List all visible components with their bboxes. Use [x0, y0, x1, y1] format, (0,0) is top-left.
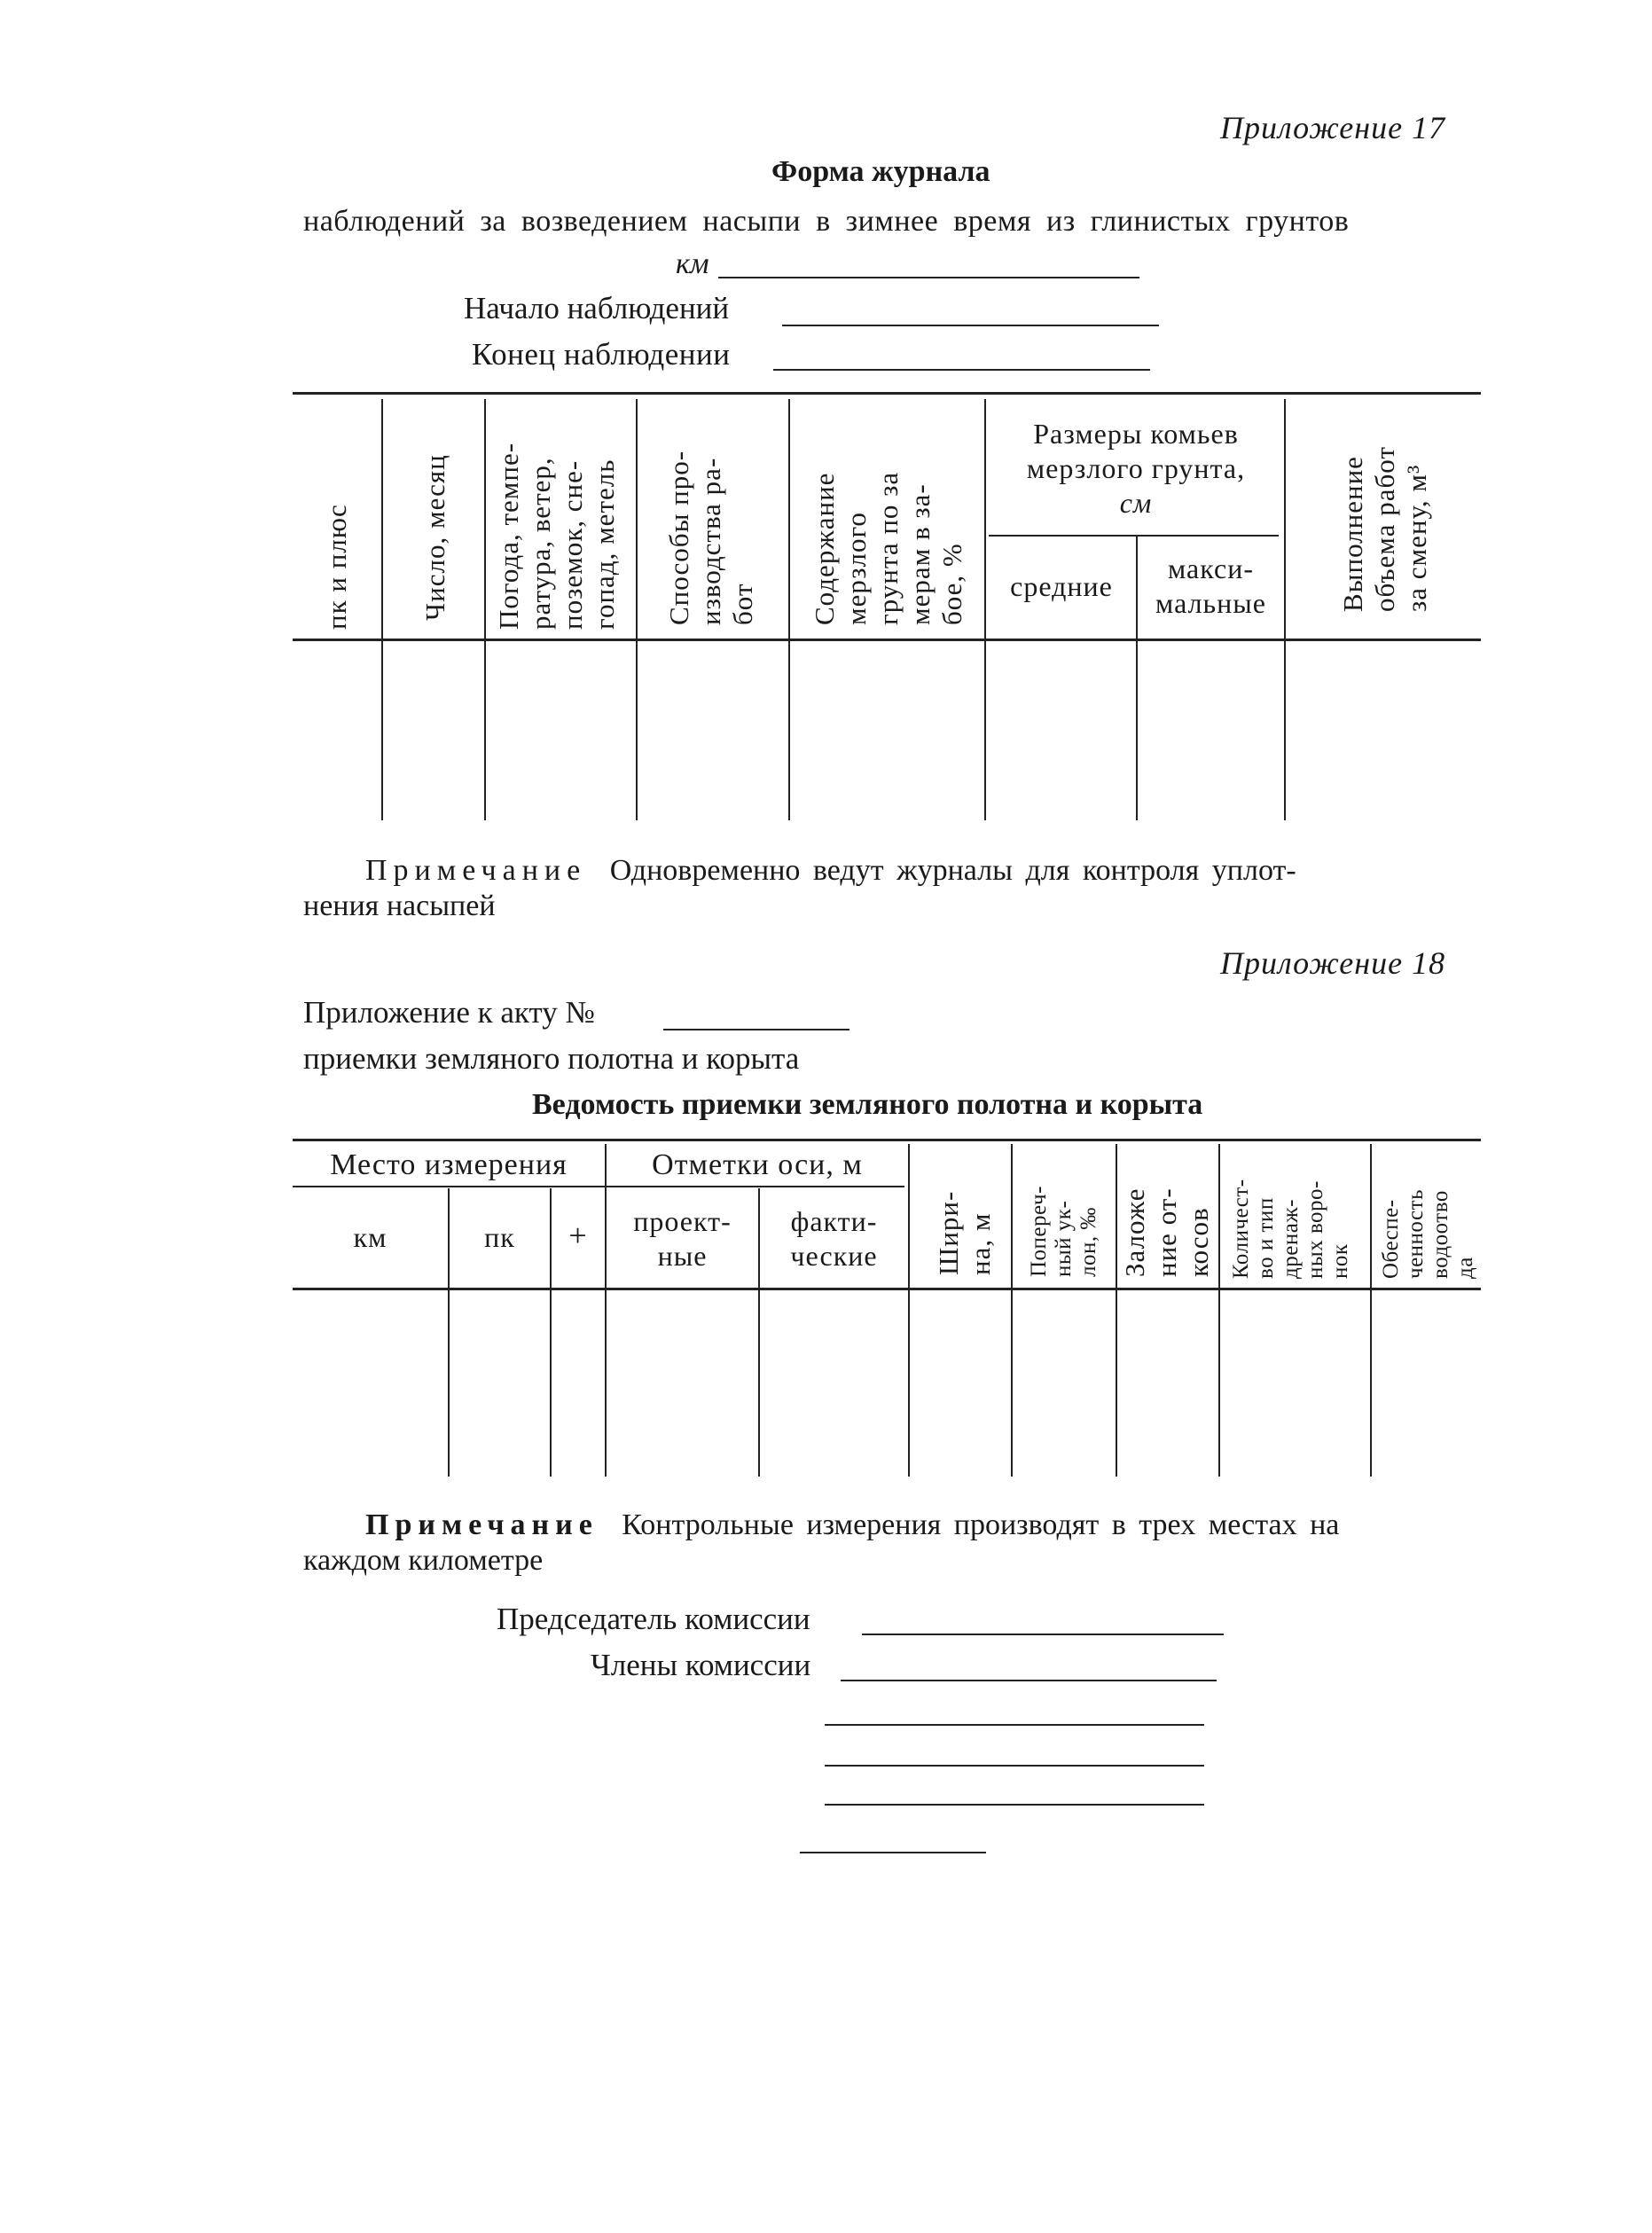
end-field-line	[773, 369, 1150, 371]
appendix17-label: Приложение 17	[1220, 110, 1446, 145]
header-line: бот	[727, 583, 758, 625]
table-group-rule	[293, 1186, 904, 1187]
col-date-header: Число, месяц	[419, 454, 450, 621]
header-line: мальные	[1155, 587, 1266, 619]
member-signature-line	[825, 1765, 1204, 1767]
header-line: водоотво	[1429, 1190, 1452, 1279]
table-divider	[484, 399, 486, 820]
header-line: мерзлого грунта,	[1026, 452, 1246, 484]
header-line: бое, %	[936, 543, 967, 625]
note17	[365, 853, 1296, 888]
header-line: Попереч-	[1027, 1186, 1051, 1277]
header-line: проект-	[633, 1205, 732, 1237]
header-line: поземок, сне-	[557, 459, 588, 630]
note18-continued: каждом километре	[303, 1544, 544, 1577]
table-subheader-rule	[989, 535, 1279, 537]
table-divider	[1370, 1144, 1372, 1477]
group-axis-marks-header: Отметки оси, м	[652, 1148, 863, 1181]
start-label: Начало наблюдений	[464, 291, 730, 325]
table-header-rule	[293, 1288, 1481, 1290]
col-km-header: км	[353, 1221, 388, 1253]
table-top-rule	[293, 392, 1481, 395]
km-field-line	[718, 277, 1139, 278]
header-line: ных воро-	[1304, 1180, 1327, 1279]
table-divider	[636, 399, 638, 820]
header-line: ные	[657, 1240, 708, 1272]
header-line: ратура, ветер,	[525, 457, 556, 630]
header-line: Количест-	[1229, 1179, 1253, 1279]
note-text: Контрольные измерения производят в трех местах на	[622, 1508, 1340, 1541]
header-line: во и тип	[1254, 1197, 1278, 1279]
header-line: за смену, м³	[1401, 464, 1432, 612]
header-line: нок	[1328, 1243, 1352, 1279]
header-line: грунта по за	[873, 471, 904, 625]
chairman-label: Председатель комиссии	[497, 1602, 810, 1636]
header-line: Размеры комьев	[1033, 418, 1239, 450]
header-line: на, м	[965, 1212, 996, 1275]
end-rule	[800, 1852, 986, 1853]
header-line: дренаж-	[1279, 1199, 1303, 1279]
header-line: см	[1119, 487, 1153, 519]
col-design-header	[607, 1204, 758, 1273]
form-subtitle: наблюдений за возведением насыпи в зимнее время из глинистых грунтов	[303, 205, 1350, 238]
col-pk-header: пк	[484, 1221, 515, 1253]
header-line: Заложе	[1119, 1187, 1150, 1277]
header-line: гопад, метель	[589, 458, 620, 630]
table-divider	[1284, 399, 1286, 820]
table-divider	[1218, 1144, 1220, 1477]
note-text: Одновременно ведут журналы для контроля уплот-	[609, 854, 1296, 887]
table-divider	[605, 1144, 607, 1477]
group-location-header: Место измерения	[330, 1148, 568, 1181]
member-signature-line	[825, 1804, 1204, 1806]
km-label: км	[676, 247, 709, 280]
note-label: Примечание	[365, 1508, 599, 1541]
note-label: Примечание	[365, 854, 587, 887]
table-divider	[381, 399, 383, 820]
form-title: Форма журнала	[771, 155, 990, 188]
header-line: изводства ра-	[695, 457, 726, 625]
act-subtitle: приемки земляного полотна и корыта	[303, 1041, 800, 1076]
act-number-line	[663, 1029, 849, 1030]
header-line: да	[1453, 1257, 1477, 1279]
header-line: ный ук-	[1052, 1200, 1076, 1277]
table-divider	[908, 1144, 910, 1477]
act-label: Приложение к акту №	[303, 995, 595, 1030]
col-avg-header: средние	[1010, 570, 1113, 602]
header-line: Выполнение	[1337, 456, 1368, 612]
col-plus-header: +	[568, 1218, 588, 1253]
table-divider	[984, 399, 986, 820]
header-line: мерам в за-	[904, 483, 936, 625]
header-line: объема работ	[1369, 446, 1400, 612]
member-signature-line	[825, 1724, 1204, 1726]
end-label: Конец наблюдении	[472, 337, 731, 372]
col-pk-header: пк и плюс	[321, 504, 352, 630]
header-line: макси-	[1168, 552, 1254, 584]
col-actual-header	[760, 1204, 908, 1273]
table-divider	[1011, 1144, 1013, 1477]
table-header-rule	[293, 639, 1481, 641]
col-clod-size-header	[991, 417, 1280, 521]
statement-title: Ведомость приемки земляного полотна и корыта	[532, 1088, 1203, 1121]
members-label: Члены комиссии	[591, 1648, 811, 1682]
header-line: ние от-	[1151, 1187, 1182, 1277]
header-line: факти-	[790, 1205, 878, 1237]
header-line: косов	[1183, 1207, 1214, 1277]
table-divider	[788, 399, 790, 820]
col-max-header	[1138, 552, 1284, 621]
note18	[365, 1508, 1339, 1542]
note17-continued: нения насыпей	[303, 889, 496, 922]
header-line: Шири-	[933, 1190, 964, 1275]
table-top-rule	[293, 1139, 1481, 1141]
header-line: Способы про-	[663, 450, 694, 625]
member-signature-line	[841, 1680, 1217, 1681]
table-divider	[1116, 1144, 1117, 1477]
appendix18-label: Приложение 18	[1220, 945, 1446, 981]
header-line: Погода, темпе-	[493, 442, 524, 630]
header-line: Содержание	[809, 472, 840, 625]
chairman-signature-line	[862, 1634, 1224, 1635]
start-field-line	[782, 325, 1159, 326]
header-line: Обеспе-	[1379, 1199, 1403, 1279]
header-line: лон, ‰	[1077, 1207, 1100, 1277]
header-line: мерзлого	[841, 512, 872, 625]
header-line: ченность	[1404, 1189, 1428, 1279]
header-line: ческие	[790, 1240, 878, 1272]
